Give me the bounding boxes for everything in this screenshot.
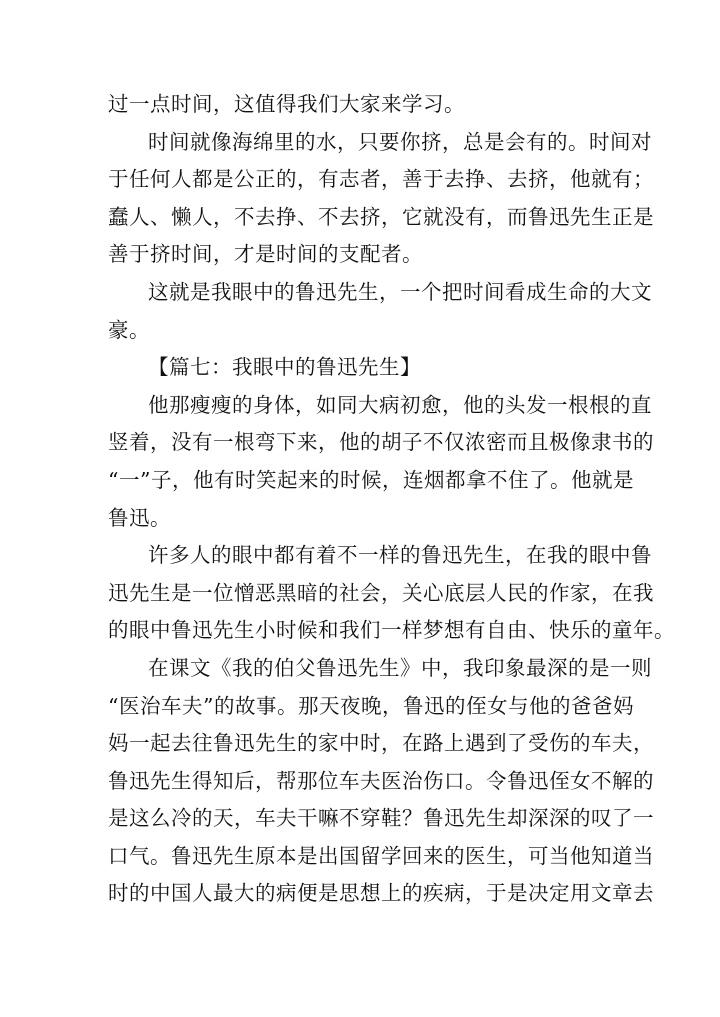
text-line: 时的中国人最大的病便是思想上的疾病，于是决定用文章去 — [108, 881, 654, 906]
text-line: 妈一起去往鲁迅先生的家中时，在路上遇到了受伤的车夫， — [108, 731, 654, 756]
text-line: 过一点时间，这值得我们大家来学习。 — [108, 92, 465, 116]
text-line: 豪。 — [108, 317, 150, 342]
text-line: 竖着，没有一根弯下来，他的胡子不仅浓密而且极像隶书的 — [108, 430, 654, 455]
text-line: 的眼中鲁迅先生小时候和我们一样梦想有自由、快乐的童年。 — [108, 618, 675, 643]
paragraph-first-line: 时间就像海绵里的水，只要你挤，总是会有的。时间对 — [148, 129, 652, 154]
text-line: 善于挤时间，才是时间的支配者。 — [108, 242, 423, 267]
paragraph-first-line: 他那瘦瘦的身体，如同大病初愈，他的头发一根根的直 — [148, 392, 652, 417]
text-line: 鲁迅先生得知后，帮那位车夫医治伤口。令鲁迅侄女不解的 — [108, 768, 654, 793]
text-line: 于任何人都是公正的，有志者，善于去挣、去挤，他就有； — [108, 167, 654, 192]
text-line: 是这么冷的天，车夫干嘛不穿鞋？鲁迅先生却深深的叹了一 — [108, 806, 654, 831]
paragraph-first-line: 这就是我眼中的鲁迅先生，一个把时间看成生命的大文 — [148, 279, 652, 304]
text-line: 蠢人、懒人，不去挣、不去挤，它就没有，而鲁迅先生正是 — [108, 204, 654, 229]
text-line: “一”子，他有时笑起来的时候，连烟都拿不住了。他就是 — [108, 467, 634, 492]
text-line: “医治车夫”的故事。那天夜晚，鲁迅的侄女与他的爸爸妈 — [108, 693, 634, 718]
text-line: 迅先生是一位憎恶黑暗的社会，关心底层人民的作家，在我 — [108, 580, 654, 605]
section-heading: 【篇七：我眼中的鲁迅先生】 — [148, 355, 421, 380]
document-page — [108, 86, 675, 913]
text-line: 口气。鲁迅先生原本是出国留学回来的医生，可当他知道当 — [108, 843, 654, 868]
text-line: 鲁迅。 — [108, 505, 171, 530]
paragraph-first-line: 在课文《我的伯父鲁迅先生》中，我印象最深的是一则 — [148, 655, 652, 680]
paragraph-first-line: 许多人的眼中都有着不一样的鲁迅先生，在我的眼中鲁 — [148, 543, 652, 568]
